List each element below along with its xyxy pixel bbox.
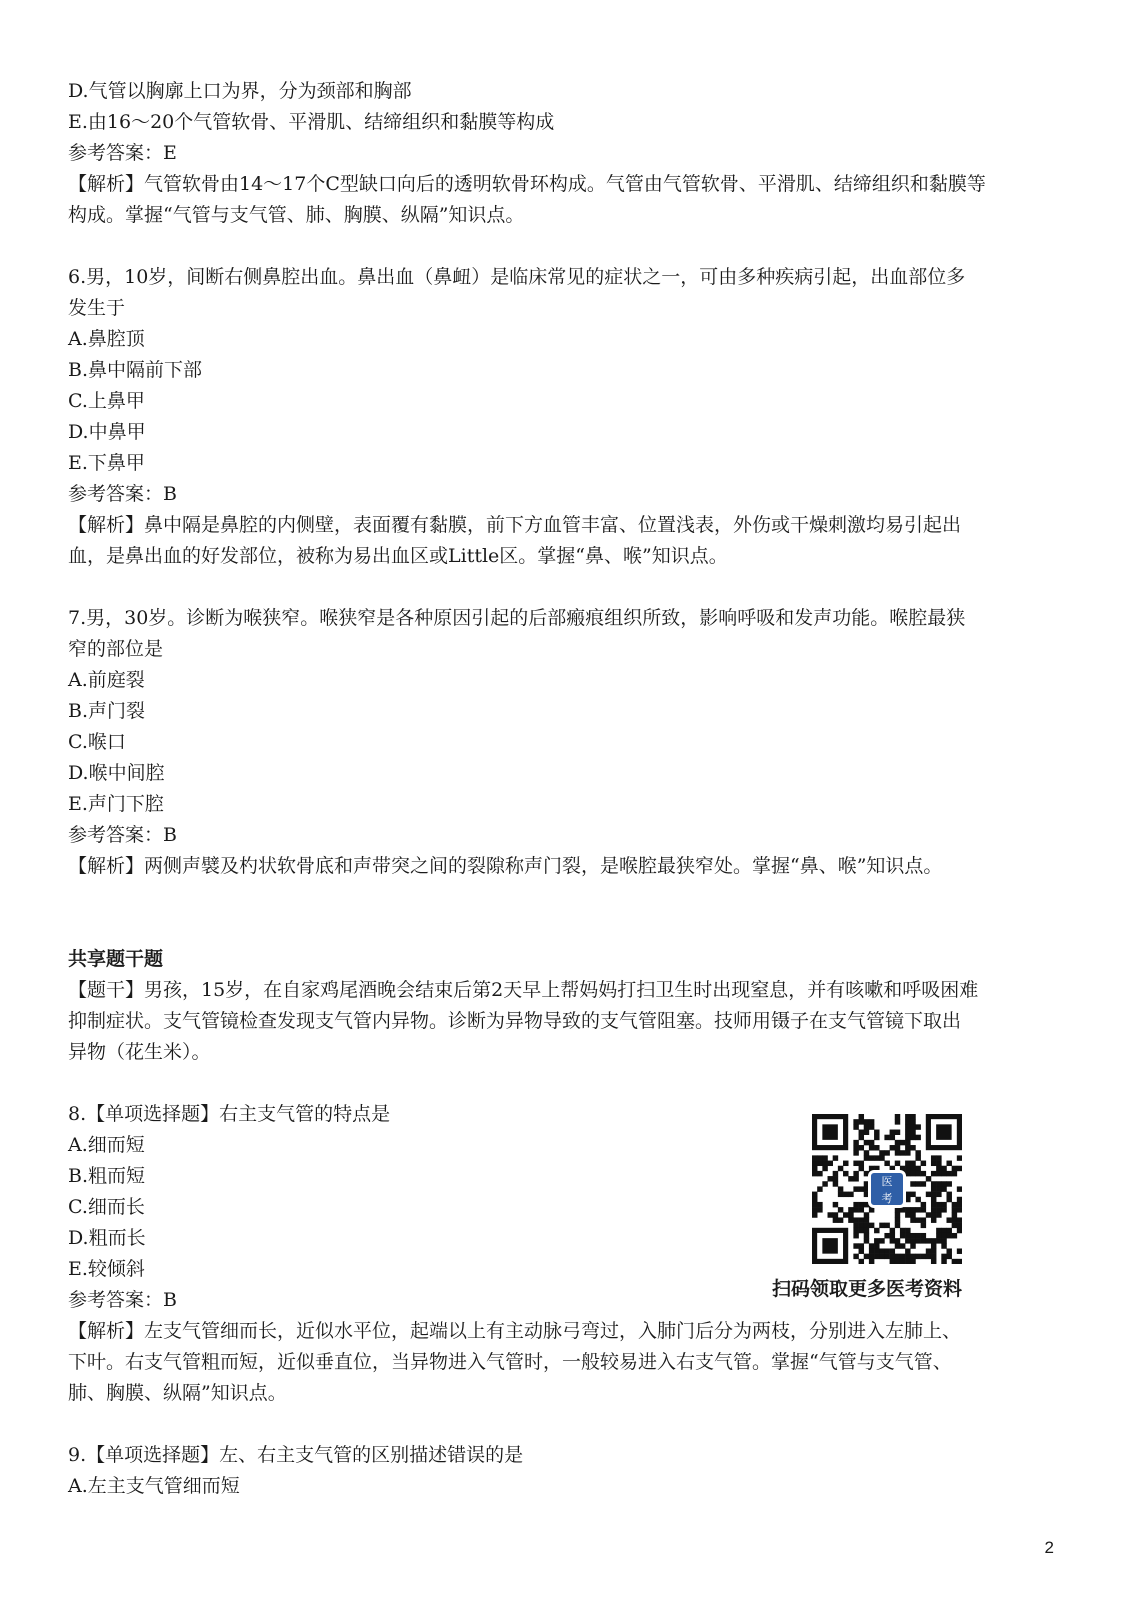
q6-option: D.中鼻甲 [68,421,146,443]
q7-option: B.声门裂 [68,700,146,722]
q5-analysis-line1: 【解析】气管软骨由14～17个C型缺口向后的透明软骨环构成。气管由气管软骨、平滑肌、结缔组织和黏膜等 [68,173,986,195]
q6-answer: 参考答案：B [68,483,177,505]
q6-option: A.鼻腔顶 [68,328,145,350]
q6-option: C.上鼻甲 [68,390,145,412]
q7-stem-line2: 窄的部位是 [68,638,164,660]
q5-answer: 参考答案：E [68,142,177,164]
q8-analysis-line1: 【解析】左支气管细而长，近似水平位，起端以上有主动脉弓弯过，入肺门后分为两枝，分别进入左肺上、 [68,1320,962,1342]
q6-analysis-line2: 血，是鼻出血的好发部位，被称为易出血区或Little区。掌握“鼻、喉”知识点。 [68,545,728,567]
q9-stem: 9.【单项选择题】左、右主支气管的区别描述错误的是 [68,1444,524,1466]
q8-stem: 8.【单项选择题】右主支气管的特点是 [68,1103,391,1125]
page-number: 2 [1044,1538,1054,1557]
qr-logo-icon: 医 考 [868,1170,906,1208]
q7-stem-line1: 7.男，30岁。诊断为喉狭窄。喉狭窄是各种原因引起的后部瘢痕组织所致，影响呼吸和发声功能。喉腔最狭 [68,607,966,629]
q6-option: E.下鼻甲 [68,452,145,474]
q8-analysis-line3: 肺、胸膜、纵隔”知识点。 [68,1382,287,1404]
q7-option: D.喉中间腔 [68,762,165,784]
q8-option: A.细而短 [68,1134,145,1156]
q8-answer: 参考答案：B [68,1289,177,1311]
q6-stem-line2: 发生于 [68,297,126,319]
q7-answer: 参考答案：B [68,824,177,846]
q7-option: E.声门下腔 [68,793,164,815]
shared-stem-line2: 抑制症状。支气管镜检查发现支气管内异物。诊断为异物导致的支气管阻塞。技师用镊子在支气管镜下取出 [68,1010,962,1032]
q5-analysis-line2: 构成。掌握“气管与支气管、肺、胸膜、纵隔”知识点。 [68,204,525,226]
qr-caption: 扫码领取更多医考资料 [772,1278,963,1300]
q6-option: B.鼻中隔前下部 [68,359,203,381]
q8-option: B.粗而短 [68,1165,146,1187]
q9-option-a: A.左主支气管细而短 [68,1475,240,1497]
shared-stem-line1: 【题干】男孩，15岁，在自家鸡尾酒晚会结束后第2天早上帮妈妈打扫卫生时出现窒息，并有咳嗽和呼吸困难 [68,979,979,1001]
q8-option: E.较倾斜 [68,1258,145,1280]
shared-stem-line3: 异物（花生米）。 [68,1041,211,1063]
q8-analysis-line2: 下叶。右支气管粗而短，近似垂直位，当异物进入气管时，一般较易进入右支气管。掌握“气管与支气管、 [68,1351,952,1373]
q5-option-d: D.气管以胸廓上口为界，分为颈部和胸部 [68,80,412,102]
q7-option: A.前庭裂 [68,669,145,691]
q6-stem-line1: 6.男，10岁，间断右侧鼻腔出血。鼻出血（鼻衄）是临床常见的症状之一，可由多种疾病引起，出血部位多 [68,266,966,288]
q6-analysis-line1: 【解析】鼻中隔是鼻腔的内侧壁，表面覆有黏膜，前下方血管丰富、位置浅表，外伤或干燥刺激均易引起出 [68,514,962,536]
q7-analysis: 【解析】两侧声襞及杓状软骨底和声带突之间的裂隙称声门裂，是喉腔最狭窄处。掌握“鼻、喉”知识点。 [68,855,943,877]
qr-code[interactable] [812,1114,962,1264]
qr-block [772,1114,982,1301]
shared-heading: 共享题干题 [68,948,164,970]
q7-option: C.喉口 [68,731,126,753]
q5-option-e: E.由16～20个气管软骨、平滑肌、结缔组织和黏膜等构成 [68,111,555,133]
q8-option: C.细而长 [68,1196,145,1218]
q8-option: D.粗而长 [68,1227,146,1249]
